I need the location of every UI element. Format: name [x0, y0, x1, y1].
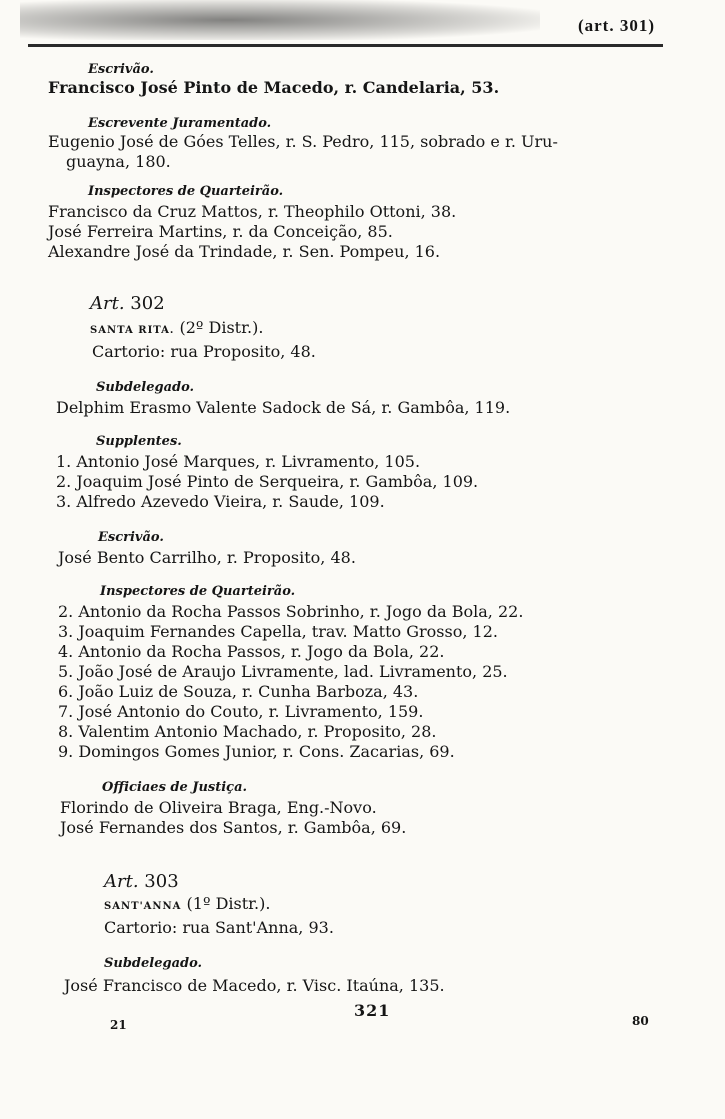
parish-line — [90, 318, 263, 341]
list-item: 7. José Antonio do Couto, r. Livramento, 159. — [58, 702, 424, 721]
juramentado-line-2: guayna, 180. — [66, 152, 171, 171]
signature-mark-right: 80 — [632, 1014, 649, 1028]
juramentado-line-1: Eugenio José de Góes Telles, r. S. Pedro, 115, sobrado e r. Uru- — [48, 132, 558, 151]
parish-line — [104, 894, 270, 917]
cartorio: Cartorio: rua Proposito, 48. — [92, 342, 316, 361]
header-rule — [28, 44, 663, 47]
list-item: 3. Joaquim Fernandes Capella, trav. Matto Grosso, 12. — [58, 622, 498, 641]
subdelegado-name: José Francisco de Macedo, r. Visc. Itaúna, 135. — [64, 976, 445, 995]
art-number: 303 — [144, 871, 179, 892]
parish-name: SANTA RITA. — [90, 325, 175, 336]
inspectores-label: Inspectores de Quarteirão. — [88, 184, 284, 199]
article-303-heading — [104, 872, 179, 892]
running-header: (art. 301) — [577, 16, 655, 35]
list-item: 1. Antonio José Marques, r. Livramento, 105. — [56, 452, 421, 471]
list-item: 9. Domingos Gomes Junior, r. Cons. Zacarias, 69. — [58, 742, 455, 761]
list-item: 4. Antonio da Rocha Passos, r. Jogo da Bola, 22. — [58, 642, 445, 661]
juramentado-label: Escrevente Juramentado. — [88, 116, 272, 131]
art-number: 302 — [130, 293, 165, 314]
list-item: 3. Alfredo Azevedo Vieira, r. Saude, 109. — [56, 492, 385, 511]
art-word: Art. — [90, 293, 125, 314]
article-302-heading — [90, 294, 165, 314]
list-item: 6. João Luiz de Souza, r. Cunha Barboza, 43. — [58, 682, 419, 701]
list-item: 8. Valentim Antonio Machado, r. Proposito, 28. — [58, 722, 437, 741]
district: (1º Distr.). — [186, 894, 271, 913]
list-item: 2. Joaquim José Pinto de Serqueira, r. Gambôa, 109. — [56, 472, 479, 491]
page-number: 321 — [354, 1001, 391, 1020]
ink-smudge — [20, 0, 540, 40]
escrivao-label: Escrivão. — [88, 62, 154, 77]
list-item: José Fernandes dos Santos, r. Gambôa, 69. — [60, 818, 407, 837]
list-item: Francisco da Cruz Mattos, r. Theophilo Ottoni, 38. — [48, 202, 457, 221]
officiaes-label: Officiaes de Justiça. — [102, 780, 248, 795]
subdelegado-label: Subdelegado. — [96, 380, 195, 395]
inspectores-label: Inspectores de Quarteirão. — [100, 584, 296, 599]
subdelegado-name: Delphim Erasmo Valente Sadock de Sá, r. Gambôa, 119. — [56, 398, 511, 417]
art-word: Art. — [104, 871, 139, 892]
list-item: 2. Antonio da Rocha Passos Sobrinho, r. Jogo da Bola, 22. — [58, 602, 524, 621]
parish-name: SANT'ANNA — [104, 901, 182, 912]
district: (2º Distr.). — [179, 318, 264, 337]
list-item: José Ferreira Martins, r. da Conceição, 85. — [48, 222, 393, 241]
signature-mark-left: 21 — [110, 1018, 127, 1032]
subdelegado-label: Subdelegado. — [104, 956, 203, 971]
cartorio: Cartorio: rua Sant'Anna, 93. — [104, 918, 334, 937]
list-item: Alexandre José da Trindade, r. Sen. Pompeu, 16. — [48, 242, 441, 261]
supplentes-label: Supplentes. — [96, 434, 182, 449]
list-item: Florindo de Oliveira Braga, Eng.-Novo. — [60, 798, 377, 817]
escrivao-label: Escrivão. — [98, 530, 164, 545]
escrivao-name: José Bento Carrilho, r. Proposito, 48. — [58, 548, 356, 567]
list-item: 5. João José de Araujo Livramente, lad. Livramento, 25. — [58, 662, 508, 681]
escrivao-name: Francisco José Pinto de Macedo, r. Candelaria, 53. — [48, 78, 500, 97]
